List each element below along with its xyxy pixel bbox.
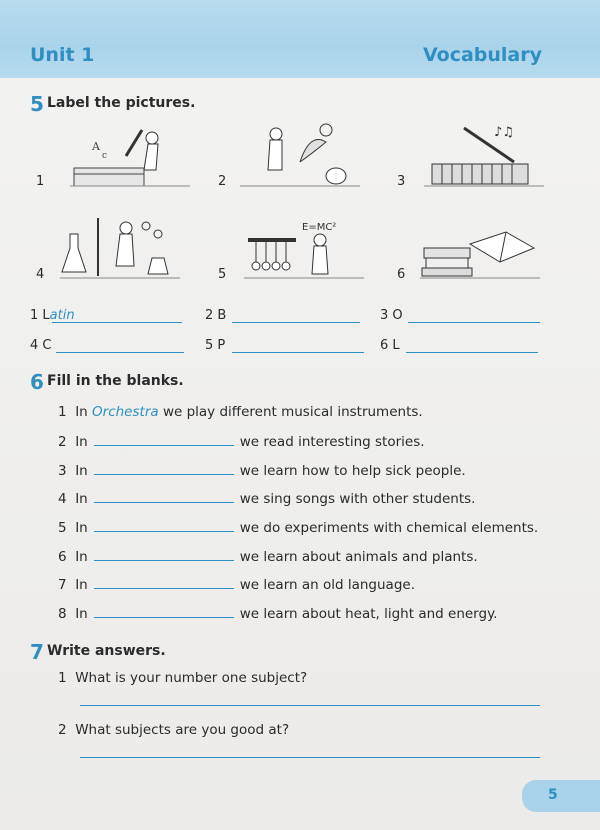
exercise-7-title: Write answers. (47, 643, 166, 659)
answer-2: 2 B (205, 308, 227, 323)
unit-label: Unit 1 (30, 44, 95, 66)
svg-text:E=MC²: E=MC² (302, 222, 337, 233)
header-bar (0, 0, 600, 78)
question-1: 1 What is your number one subject? (58, 670, 308, 686)
blank-field[interactable] (94, 462, 234, 475)
fill-row-6: 6 In we learn about animals and plants. (58, 549, 478, 565)
blank-field[interactable] (94, 490, 234, 503)
blank-field[interactable] (94, 576, 234, 589)
fill-row-2: 2 In we read interesting stories. (58, 434, 425, 450)
page-number-tab (522, 780, 600, 812)
fill-row-1: 1 In Orchestra we play different musical instruments. (58, 404, 423, 420)
picture-number: 1 (36, 174, 45, 189)
answer-4: 4 C (30, 338, 52, 353)
exercise-7-number: 7 (30, 640, 44, 664)
exercise-5-number: 5 (30, 92, 44, 116)
biology-illustration (240, 122, 360, 190)
answer-line-q1[interactable] (80, 705, 540, 706)
exercise-6-number: 6 (30, 370, 44, 394)
answer-5: 5 P (205, 338, 226, 353)
latin-illustration (70, 122, 190, 190)
answer-line-5[interactable] (232, 352, 364, 353)
picture-number: 2 (218, 174, 227, 189)
answer-line-3[interactable] (408, 322, 540, 323)
blank-field[interactable] (94, 519, 234, 532)
fill-row-4: 4 In we sing songs with other students. (58, 491, 476, 507)
answer-line-1[interactable] (52, 322, 182, 323)
blank-field[interactable] (94, 548, 234, 561)
picture-number: 5 (218, 267, 227, 282)
chemistry-illustration (60, 214, 180, 282)
exercise-6-title: Fill in the blanks. (47, 373, 184, 389)
literature-illustration (420, 214, 540, 282)
picture-number: 4 (36, 267, 45, 282)
answer-3: 3 O (380, 308, 403, 323)
answer-1: 1 Latin (30, 308, 75, 323)
svg-text:A: A (92, 140, 100, 153)
fill-row-8: 8 In we learn about heat, light and energy. (58, 606, 498, 622)
answer-line-2[interactable] (232, 322, 360, 323)
svg-text:♪♫: ♪♫ (494, 125, 514, 140)
fill-row-3: 3 In we learn how to help sick people. (58, 463, 466, 479)
exercise-5-title: Label the pictures. (47, 95, 196, 111)
svg-text:c: c (102, 151, 108, 161)
fill-row-7: 7 In we learn an old language. (58, 577, 415, 593)
picture-number: 3 (397, 174, 406, 189)
orchestra-illustration (424, 122, 544, 190)
answer-line-q2[interactable] (80, 757, 540, 758)
blank-field[interactable] (94, 605, 234, 618)
section-label: Vocabulary (422, 44, 542, 66)
blank-field[interactable] (94, 433, 234, 446)
fill-row-5: 5 In we do experiments with chemical elements. (58, 520, 539, 536)
physics-illustration (244, 214, 364, 282)
answer-6: 6 L (380, 338, 400, 353)
picture-number: 6 (397, 267, 406, 282)
page-number: 5 (548, 787, 558, 803)
answer-line-4[interactable] (56, 352, 184, 353)
question-2: 2 What subjects are you good at? (58, 722, 290, 738)
answer-line-6[interactable] (406, 352, 538, 353)
